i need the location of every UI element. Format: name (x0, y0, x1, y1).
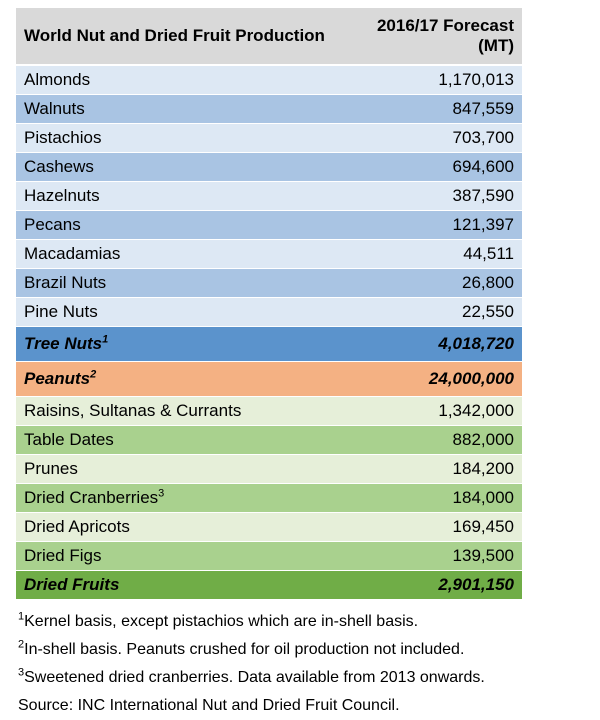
row-value: 882,000 (338, 426, 522, 455)
row-label: Raisins, Sultanas & Currants (16, 397, 338, 426)
dried-fruits-total-row (16, 571, 522, 600)
row-value: 4,018,720 (338, 327, 522, 362)
row-label: Table Dates (16, 426, 338, 455)
tree-nuts-total-row (16, 327, 522, 362)
table-row (16, 240, 522, 269)
row-value: 694,600 (338, 153, 522, 182)
row-value: 24,000,000 (338, 362, 522, 397)
table-header-row (16, 8, 522, 65)
table-row (16, 95, 522, 124)
row-value: 26,800 (338, 269, 522, 298)
row-value: 184,000 (338, 484, 522, 513)
table-row (16, 182, 522, 211)
table-row (16, 484, 522, 513)
row-value: 1,170,013 (338, 65, 522, 95)
table-row (16, 65, 522, 95)
table-row (16, 153, 522, 182)
row-label: Walnuts (16, 95, 338, 124)
table-row (16, 211, 522, 240)
header-forecast: 2016/17 Forecast (MT) (338, 8, 522, 65)
row-label: Pine Nuts (16, 298, 338, 327)
production-table (16, 8, 522, 600)
table-row (16, 513, 522, 542)
production-table-container (16, 8, 522, 720)
row-label: Dried Fruits (16, 571, 338, 600)
table-row (16, 426, 522, 455)
row-label: Macadamias (16, 240, 338, 269)
table-row (16, 124, 522, 153)
footnote-marker: 1 (102, 333, 109, 346)
row-value: 22,550 (338, 298, 522, 327)
row-label: Dried Apricots (16, 513, 338, 542)
row-value: 44,511 (338, 240, 522, 269)
row-label: Hazelnuts (16, 182, 338, 211)
footnote-marker: 3 (158, 487, 165, 500)
footnotes (16, 608, 522, 720)
header-product: World Nut and Dried Fruit Production (16, 8, 338, 65)
row-value: 1,342,000 (338, 397, 522, 426)
row-label: Prunes (16, 455, 338, 484)
table-body (16, 65, 522, 600)
footnote-1: $^1$Kernel basis, except pistachios which are in-shell basis. (18, 610, 419, 630)
row-value: 184,200 (338, 455, 522, 484)
peanuts-total-row (16, 362, 522, 397)
row-value: 703,700 (338, 124, 522, 153)
row-label: Almonds (16, 65, 338, 95)
row-value: 121,397 (338, 211, 522, 240)
footnote-2: $^2$In-shell basis. Peanuts crushed for oil production not included. (18, 638, 465, 658)
row-label: Brazil Nuts (16, 269, 338, 298)
row-label: Dried Figs (16, 542, 338, 571)
table-row (16, 269, 522, 298)
table-row (16, 455, 522, 484)
row-label: Pecans (16, 211, 338, 240)
row-value: 2,901,150 (338, 571, 522, 600)
table-row (16, 542, 522, 571)
source-note: Source: INC International Nut and Dried Fruit Council. (18, 697, 400, 714)
row-label: Cashews (16, 153, 338, 182)
table-row (16, 397, 522, 426)
row-value: 847,559 (338, 95, 522, 124)
row-label: Tree Nuts$^1$ (16, 327, 338, 362)
row-label: Pistachios (16, 124, 338, 153)
row-label: Peanuts$^2$ (16, 362, 338, 397)
footnote-3: $^3$Sweetened dried cranberries. Data available from 2013 onwards. (18, 666, 485, 686)
row-value: 139,500 (338, 542, 522, 571)
row-value: 387,590 (338, 182, 522, 211)
table-row (16, 298, 522, 327)
row-label: Dried Cranberries$^3$ (16, 484, 338, 513)
footnote-marker: 2 (90, 368, 97, 381)
row-value: 169,450 (338, 513, 522, 542)
